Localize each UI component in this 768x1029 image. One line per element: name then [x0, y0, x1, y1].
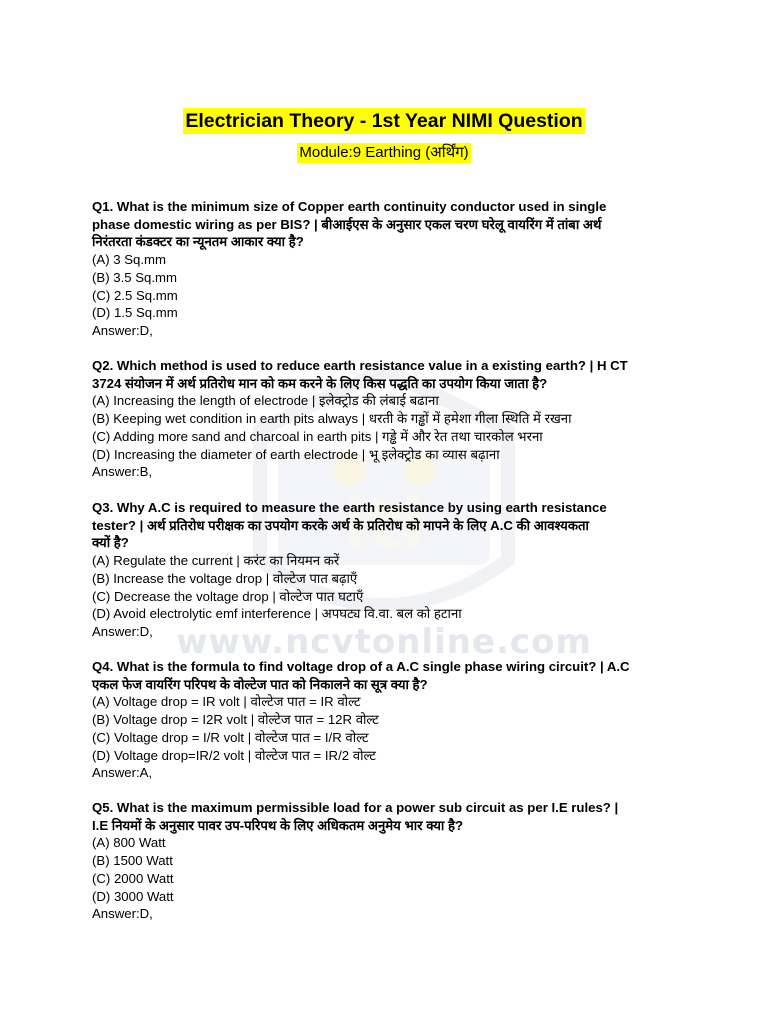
question-text: Q2. Which method is used to reduce earth resistance value in a existing earth? | H CT 3724 संयोजन में अर्थ प्रतिरोध मान को कम करने के लिए किस पद्धति का उपयोग किया जाता है?	[92, 358, 628, 391]
option-b: (B) Increase the voltage drop | वोल्टेज पात बढ़ाएँ	[92, 570, 358, 586]
question-text: Q1. What is the minimum size of Copper earth continuity conductor used in single phase domestic wiring as per BIS? | बीआईएस के अनुसार एकल चरण घरेलू वायरिंग में तांबा अर्थ निरंतरता कंडक्टर का न्यूनतम आकार क्या है?	[92, 199, 607, 250]
option-d: (D) Avoid electrolytic emf interference | अपघट्य वि.वा. बल को हटाना	[92, 606, 462, 622]
watermark-logo-text: iti	[343, 483, 425, 565]
answer: Answer:D,	[92, 322, 153, 338]
option-d: (D) Voltage drop=IR/2 volt | वोल्टेज पात = IR/2 वोल्ट	[92, 747, 376, 763]
option-b: (B) 3.5 Sq.mm	[92, 269, 178, 285]
option-b: (B) Voltage drop = I2R volt | वोल्टेज पात = 12R वोल्ट	[92, 712, 379, 728]
question-text: Q5. What is the maximum permissible load for a power sub circuit as per I.E rules? | I.E नियमों के अनुसार पावर उप-परिपथ के लिए अधिकतम अनुमेय भार क्या है?	[92, 800, 619, 833]
option-c: (C) Decrease the voltage drop | वोल्टेज पात घटाएँ	[92, 588, 364, 604]
option-d: (D) Increasing the diameter of earth electrode | भू इलेक्ट्रोड का व्यास बढ़ाना	[92, 446, 500, 462]
question-block	[92, 499, 682, 641]
option-c: (C) 2000 Watt	[92, 870, 174, 886]
watermark-url: www.ncvtonline.com	[176, 622, 592, 662]
option-b: (B) 1500 Watt	[92, 853, 173, 869]
option-a: (A) Regulate the current | करंट का नियमन करें	[92, 553, 340, 569]
option-a: (A) Increasing the length of electrode | इलेक्ट्रोड की लंबाई बढाना	[92, 393, 439, 409]
option-c: (C) Adding more sand and charcoal in earth pits | गड्ढे में और रेत तथा चारकोल भरना	[92, 428, 543, 444]
option-a: (A) 3 Sq.mm	[92, 252, 167, 268]
option-c: (C) 2.5 Sq.mm	[92, 287, 178, 303]
question-text: Q3. Why A.C is required to measure the earth resistance by using earth resistance tester? | अर्थ प्रतिरोध परीक्षक का उपयोग करके अर्थ के प्रतिरोध को मापने के लिए A.C की आवश्यकता क्यों है?	[92, 500, 607, 551]
question-text: Q4. What is the formula to find voltage drop of a A.C single phase wiring circuit? | A.C एकल फेज वायरिंग परिपथ के वोल्टेज पात को निकालने का सूत्र क्या है?	[92, 659, 630, 692]
question-block	[92, 357, 682, 481]
page-title: Electrician Theory - 1st Year NIMI Question	[185, 110, 583, 132]
question-block	[92, 799, 682, 923]
answer: Answer:A,	[92, 765, 153, 781]
option-c: (C) Voltage drop = I/R volt | वोल्टेज पात = I/R वोल्ट	[92, 729, 369, 745]
answer: Answer:D,	[92, 623, 153, 639]
option-a: (A) 800 Watt	[92, 835, 166, 851]
question-block	[92, 658, 682, 782]
question-block	[92, 198, 682, 340]
page-subtitle: Module:9 Earthing (अर्थिंग)	[299, 144, 469, 161]
option-a: (A) Voltage drop = IR volt | वोल्टेज पात = IR वोल्ट	[92, 694, 361, 710]
answer: Answer:D,	[92, 906, 153, 922]
answer: Answer:B,	[92, 464, 153, 480]
option-d: (D) 3000 Watt	[92, 888, 174, 904]
option-d: (D) 1.5 Sq.mm	[92, 305, 178, 321]
option-b: (B) Keeping wet condition in earth pits always | धरती के गड्ढों में हमेशा गीला स्थिति में रखना	[92, 411, 572, 427]
